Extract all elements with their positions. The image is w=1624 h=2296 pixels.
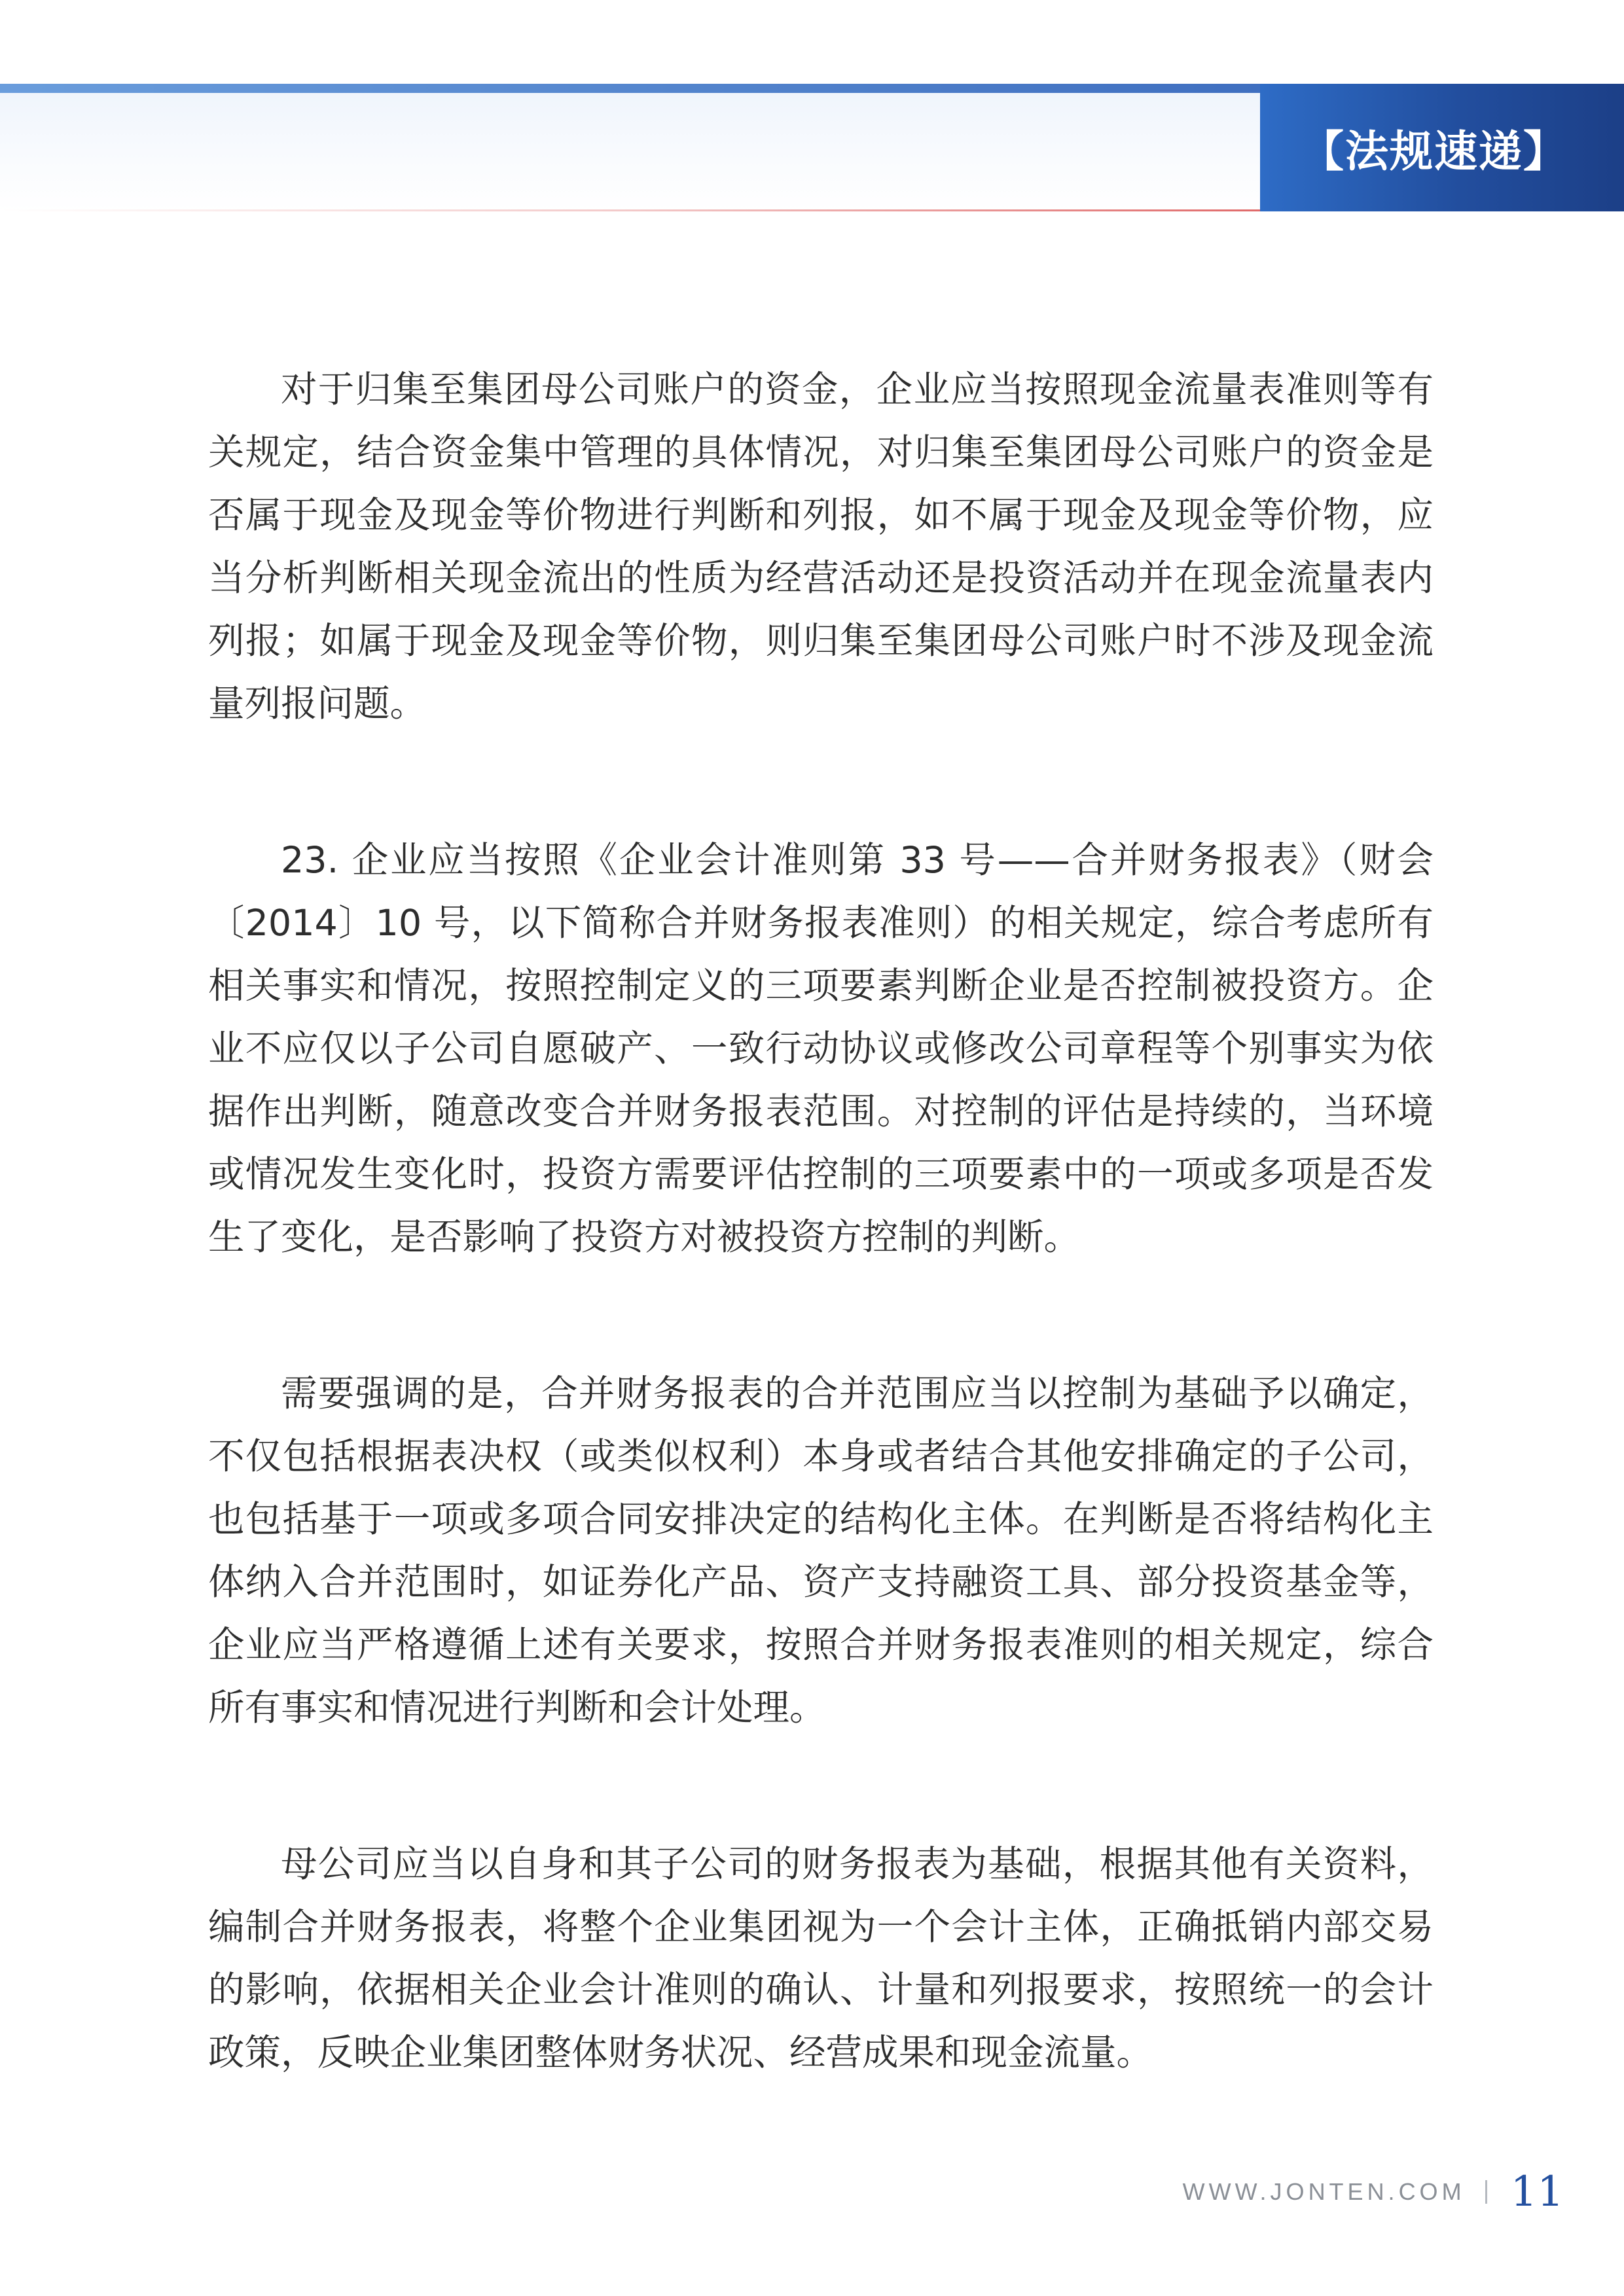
article-body [208, 359, 1434, 2085]
page-footer [1183, 2162, 1564, 2221]
page-number: 11 [1510, 2168, 1564, 2216]
section-tag-label: 【法规速递】 [1301, 126, 1568, 177]
paragraph-consolidation-scope: 需要强调的是，合并财务报表的合并范围应当以控制为基础予以确定，不仅包括根据表决权（或类似权利）本身或者结合其他安排确定的子公司，也包括基于一项或多项合同安排决定的结构化主体。在判断是否将结构化主体纳入合并范围时，如证券化产品、资产支持融资工具、部分投资基金等，企业应当严格遵循上述有关要求，按照合并财务报表准则的相关规定，综合所有事实和情况进行判断和会计处理。 [208, 1372, 1434, 1729]
header-top-rule [0, 84, 1260, 93]
header-bottom-rule [0, 209, 1260, 211]
section-tag [1260, 84, 1624, 211]
header-band [0, 84, 1260, 211]
footer-divider [1485, 2180, 1487, 2204]
paragraph-fund-pooling: 对于归集至集团母公司账户的资金，企业应当按照现金流量表准则等有关规定，结合资金集中管理的具体情况，对归集至集团母公司账户的资金是否属于现金及现金等价物进行判断和列报，如不属于现金及现金等价物，应当分析判断相关现金流出的性质为经营活动还是投资活动并在现金流量表内列报；如属于现金及现金等价物，则归集至集团母公司账户时不涉及现金流量列报问题。 [208, 368, 1434, 725]
footer-url: WWW.JONTEN.COM [1182, 2178, 1466, 2205]
paragraph-consolidated-statements: 母公司应当以自身和其子公司的财务报表为基础，根据其他有关资料，编制合并财务报表，将整个企业集团视为一个会计主体，正确抵销内部交易的影响，依据相关企业会计准则的确认、计量和列报要求，按照统一的会计政策，反映企业集团整体财务状况、经营成果和现金流量。 [208, 1843, 1434, 2074]
paragraph-item-23-control: 23. 企业应当按照《企业会计准则第 33 号——合并财务报表》（财会〔2014〕10 号，以下简称合并财务报表准则）的相关规定，综合考虑所有相关事实和情况，按照控制定义的三项要素判断企业是否控制被投资方。企业不应仅以子公司自愿破产、一致行动协议或修改公司章程等个别事实为依据作出判断，随意改变合并财务报表范围。对控制的评估是持续的，当环境或情况发生变化时，投资方需要评估控制的三项要素中的一项或多项是否发生了变化，是否影响了投资方对被投资方控制的判断。 [208, 839, 1434, 1259]
